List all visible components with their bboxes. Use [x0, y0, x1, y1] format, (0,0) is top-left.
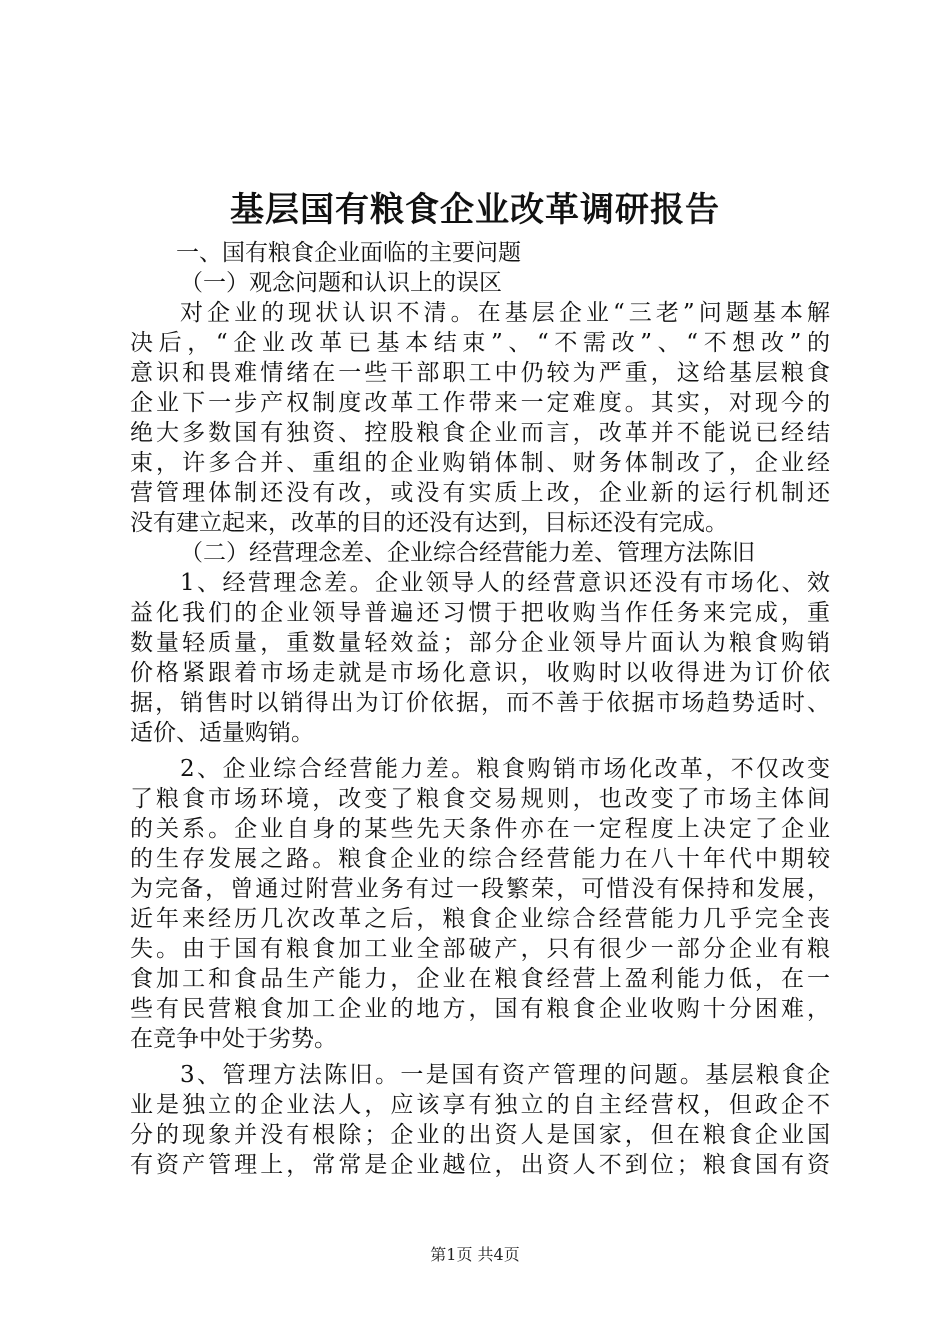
paragraph-line: 据，销售时以销得出为订价依据，而不善于依据市场趋势适时、: [130, 690, 830, 716]
paragraph-line: 业是独立的企业法人，应该享有独立的自主经营权，但政企不: [130, 1092, 830, 1118]
paragraph-line: 对企业的现状认识不清。在基层企业“三老”问题基本解: [180, 300, 830, 326]
paragraph-line: 没有建立起来，改革的目的还没有达到，目标还没有完成。: [130, 510, 728, 536]
document-title: 基层国有粮食企业改革调研报告: [230, 190, 720, 230]
paragraph-line: 3、管理方法陈旧。一是国有资产管理的问题。基层粮食企: [180, 1062, 830, 1088]
paragraph-line: 近年来经历几次改革之后，粮食企业综合经营能力几乎完全丧: [130, 906, 830, 932]
paragraph-line: 绝大多数国有独资、控股粮食企业而言，改革并不能说已经结: [130, 420, 830, 446]
document-body: [130, 238, 830, 1180]
paragraph-line: 1、经营理念差。企业领导人的经营意识还没有市场化、效: [180, 570, 830, 596]
subsection-heading: （一）观念问题和认识上的误区: [180, 270, 502, 296]
subsection-heading: （二）经营理念差、企业综合经营能力差、管理方法陈旧: [180, 540, 755, 566]
page-number-footer: 第1页 共4页: [430, 1245, 520, 1264]
paragraph-line: 企业下一步产权制度改革工作带来一定难度。其实，对现今的: [130, 390, 830, 416]
paragraph-line: 在竞争中处于劣势。: [130, 1026, 337, 1052]
paragraph-line: 有资产管理上，常常是企业越位，出资人不到位；粮食国有资: [130, 1152, 830, 1178]
paragraph-line: 为完备，曾通过附营业务有过一段繁荣，可惜没有保持和发展，: [130, 876, 830, 902]
paragraph-line: 失。由于国有粮食加工业全部破产，只有很少一部分企业有粮: [130, 936, 830, 962]
paragraph-line: 食加工和食品生产能力，企业在粮食经营上盈利能力低，在一: [130, 966, 830, 992]
paragraph-line: 意识和畏难情绪在一些干部职工中仍较为严重，这给基层粮食: [130, 360, 830, 386]
paragraph-line: 数量轻质量，重数量轻效益；部分企业领导片面认为粮食购销: [130, 630, 830, 656]
paragraph-line: 的关系。企业自身的某些先天条件亦在一定程度上决定了企业: [130, 816, 830, 842]
paragraph-line: 益化我们的企业领导普遍还习惯于把收购当作任务来完成，重: [130, 600, 830, 626]
section-heading: 一、国有粮食企业面临的主要问题: [176, 240, 521, 266]
paragraph-line: 价格紧跟着市场走就是市场化意识，收购时以收得进为订价依: [130, 660, 830, 686]
paragraph-line: 分的现象并没有根除；企业的出资人是国家，但在粮食企业国: [130, 1122, 830, 1148]
paragraph-line: 束，许多合并、重组的企业购销体制、财务体制改了，企业经: [130, 450, 830, 476]
paragraph-line: 适价、适量购销。: [130, 720, 314, 746]
paragraph-line: 了粮食市场环境，改变了粮食交易规则，也改变了市场主体间: [130, 786, 830, 812]
paragraph-line: 2、企业综合经营能力差。粮食购销市场化改革，不仅改变: [180, 756, 830, 782]
paragraph-line: 营管理体制还没有改，或没有实质上改，企业新的运行机制还: [130, 480, 830, 506]
paragraph-line: 的生存发展之路。粮食企业的综合经营能力在八十年代中期较: [130, 846, 830, 872]
paragraph-line: 决后，“企业改革已基本结束”、“不需改”、“不想改”的: [130, 330, 830, 356]
paragraph-line: 些有民营粮食加工企业的地方，国有粮食企业收购十分困难，: [130, 996, 830, 1022]
